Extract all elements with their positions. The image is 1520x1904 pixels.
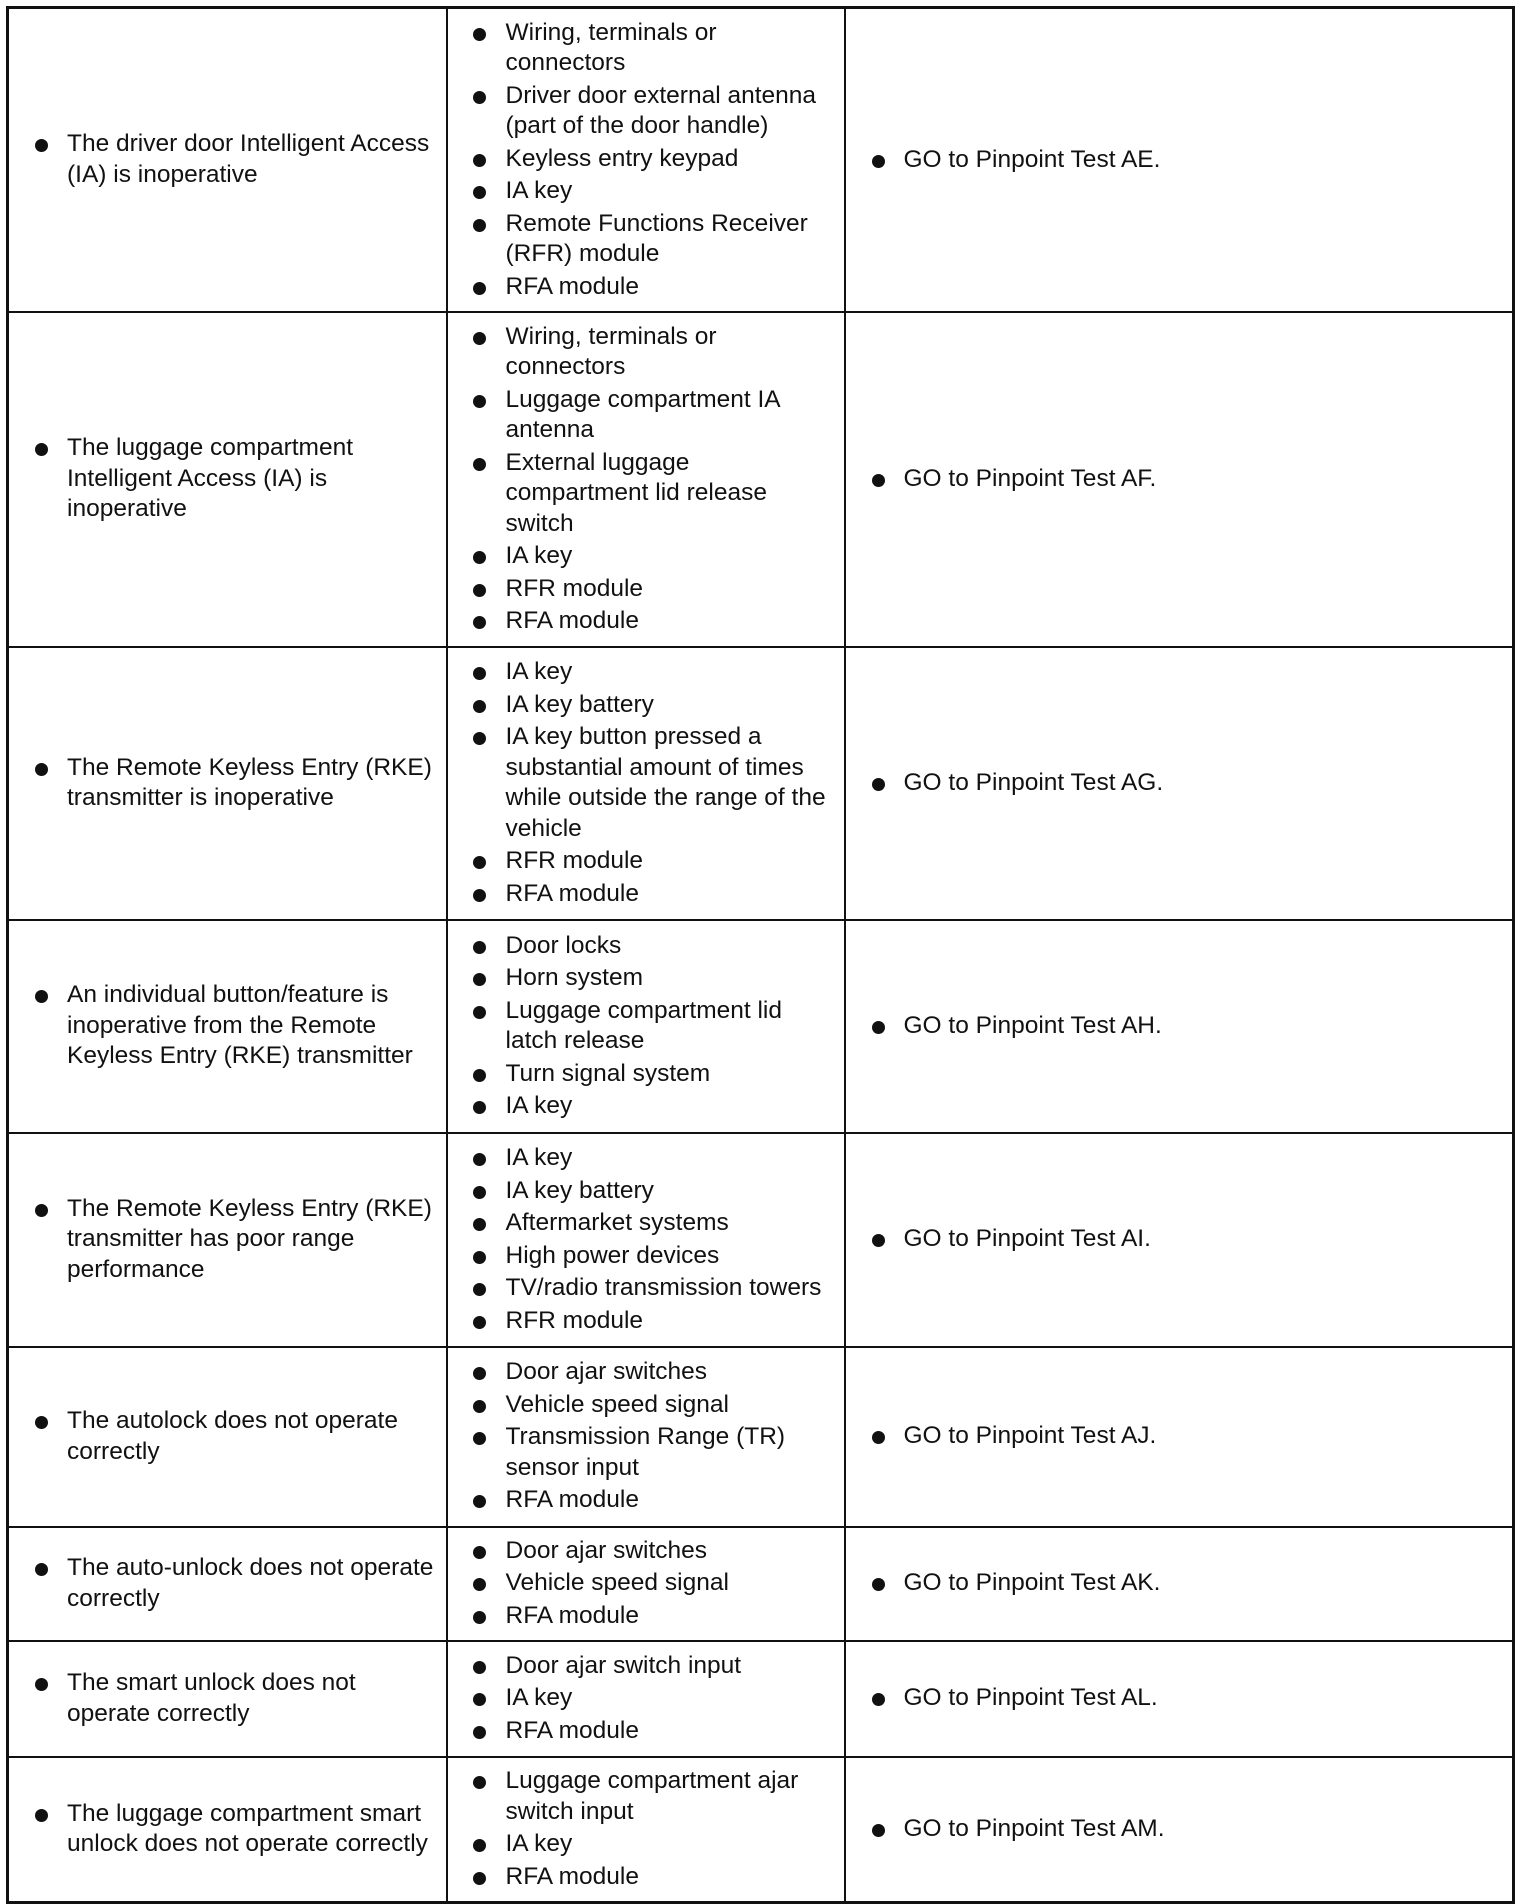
condition-list: [9, 1194, 446, 1286]
condition-text: The auto-unlock does not operate correctly: [9, 1553, 446, 1614]
action-list: [846, 145, 1513, 176]
action-cell: [845, 647, 1514, 920]
possible-sources-cell: [447, 920, 845, 1133]
possible-sources-list: [448, 1143, 844, 1336]
possible-source-item: Wiring, terminals or connectors: [448, 18, 844, 79]
possible-source-item: Remote Functions Receiver (RFR) module: [448, 209, 844, 270]
possible-source-item: RFA module: [448, 1485, 844, 1516]
possible-source-item: Turn signal system: [448, 1059, 844, 1090]
possible-source-item: IA key: [448, 1143, 844, 1174]
condition-list: [9, 1553, 446, 1614]
table-row: [8, 1527, 1514, 1641]
condition-text: The autolock does not operate correctly: [9, 1406, 446, 1467]
action-cell: [845, 1527, 1514, 1641]
possible-source-item: IA key battery: [448, 1176, 844, 1207]
pinpoint-test-action: GO to Pinpoint Test AF.: [846, 464, 1513, 495]
condition-list: [9, 1406, 446, 1467]
possible-source-item: RFA module: [448, 1601, 844, 1632]
possible-source-item: Transmission Range (TR) sensor input: [448, 1422, 844, 1483]
action-list: [846, 1683, 1513, 1714]
condition-text: The luggage compartment Intelligent Access (IA) is inoperative: [9, 433, 446, 525]
possible-sources-cell: [447, 1641, 845, 1757]
condition-text: The smart unlock does not operate correctly: [9, 1668, 446, 1729]
possible-sources-list: [448, 322, 844, 637]
table-row: [8, 1641, 1514, 1757]
possible-sources-list: [448, 18, 844, 303]
table-row: [8, 8, 1514, 312]
possible-source-item: RFR module: [448, 1306, 844, 1337]
possible-source-item: IA key: [448, 1091, 844, 1122]
possible-source-item: External luggage compartment lid release switch: [448, 448, 844, 540]
action-list: [846, 464, 1513, 495]
possible-source-item: Keyless entry keypad: [448, 144, 844, 175]
possible-source-item: Door ajar switches: [448, 1357, 844, 1388]
condition-cell: [8, 1347, 447, 1527]
possible-source-item: IA key: [448, 176, 844, 207]
possible-source-item: RFA module: [448, 606, 844, 637]
action-cell: [845, 1347, 1514, 1527]
pinpoint-test-action: GO to Pinpoint Test AI.: [846, 1224, 1513, 1255]
pinpoint-test-action: GO to Pinpoint Test AM.: [846, 1814, 1513, 1845]
condition-cell: [8, 1757, 447, 1903]
possible-source-item: Door locks: [448, 931, 844, 962]
action-list: [846, 1568, 1513, 1599]
action-cell: [845, 8, 1514, 312]
action-list: [846, 1011, 1513, 1042]
table-row: [8, 1757, 1514, 1903]
condition-cell: [8, 1133, 447, 1347]
possible-source-item: RFA module: [448, 879, 844, 910]
action-list: [846, 768, 1513, 799]
possible-sources-cell: [447, 1347, 845, 1527]
pinpoint-test-action: GO to Pinpoint Test AL.: [846, 1683, 1513, 1714]
condition-cell: [8, 920, 447, 1133]
possible-source-item: Wiring, terminals or connectors: [448, 322, 844, 383]
possible-sources-list: [448, 1651, 844, 1747]
pinpoint-test-action: GO to Pinpoint Test AG.: [846, 768, 1513, 799]
possible-source-item: RFA module: [448, 1716, 844, 1747]
possible-source-item: Aftermarket systems: [448, 1208, 844, 1239]
table-row: [8, 920, 1514, 1133]
condition-cell: [8, 8, 447, 312]
condition-list: [9, 753, 446, 814]
possible-sources-list: [448, 1766, 844, 1892]
possible-source-item: IA key button pressed a substantial amount of times while outside the range of the vehicle: [448, 722, 844, 844]
condition-text: The luggage compartment smart unlock does not operate correctly: [9, 1799, 446, 1860]
action-cell: [845, 1133, 1514, 1347]
condition-cell: [8, 647, 447, 920]
possible-source-item: RFA module: [448, 1862, 844, 1893]
pinpoint-test-action: GO to Pinpoint Test AK.: [846, 1568, 1513, 1599]
table-row: [8, 647, 1514, 920]
table-row: [8, 1347, 1514, 1527]
possible-source-item: RFR module: [448, 574, 844, 605]
possible-sources-cell: [447, 312, 845, 647]
possible-source-item: Door ajar switches: [448, 1536, 844, 1567]
possible-sources-cell: [447, 1527, 845, 1641]
possible-source-item: Horn system: [448, 963, 844, 994]
possible-source-item: RFR module: [448, 846, 844, 877]
condition-list: [9, 980, 446, 1072]
possible-source-item: IA key: [448, 657, 844, 688]
possible-source-item: IA key: [448, 1683, 844, 1714]
condition-text: The driver door Intelligent Access (IA) is inoperative: [9, 129, 446, 190]
condition-list: [9, 129, 446, 190]
condition-cell: [8, 1641, 447, 1757]
pinpoint-test-action: GO to Pinpoint Test AJ.: [846, 1421, 1513, 1452]
condition-list: [9, 1668, 446, 1729]
possible-source-item: TV/radio transmission towers: [448, 1273, 844, 1304]
possible-sources-cell: [447, 1133, 845, 1347]
possible-sources-list: [448, 657, 844, 909]
possible-source-item: Luggage compartment lid latch release: [448, 996, 844, 1057]
possible-source-item: Vehicle speed signal: [448, 1390, 844, 1421]
possible-source-item: Door ajar switch input: [448, 1651, 844, 1682]
table-row: [8, 1133, 1514, 1347]
condition-list: [9, 433, 446, 525]
possible-source-item: IA key battery: [448, 690, 844, 721]
possible-source-item: IA key: [448, 1829, 844, 1860]
action-list: [846, 1814, 1513, 1845]
possible-source-item: Luggage compartment IA antenna: [448, 385, 844, 446]
condition-cell: [8, 312, 447, 647]
action-cell: [845, 1757, 1514, 1903]
condition-list: [9, 1799, 446, 1860]
action-list: [846, 1224, 1513, 1255]
possible-sources-cell: [447, 8, 845, 312]
pinpoint-test-action: GO to Pinpoint Test AH.: [846, 1011, 1513, 1042]
condition-text: An individual button/feature is inoperative from the Remote Keyless Entry (RKE) transmitter: [9, 980, 446, 1072]
possible-sources-cell: [447, 647, 845, 920]
possible-source-item: Luggage compartment ajar switch input: [448, 1766, 844, 1827]
possible-source-item: RFA module: [448, 272, 844, 303]
possible-sources-list: [448, 1357, 844, 1516]
action-cell: [845, 1641, 1514, 1757]
possible-source-item: Driver door external antenna (part of the door handle): [448, 81, 844, 142]
possible-source-item: Vehicle speed signal: [448, 1568, 844, 1599]
possible-source-item: High power devices: [448, 1241, 844, 1272]
condition-cell: [8, 1527, 447, 1641]
condition-text: The Remote Keyless Entry (RKE) transmitter is inoperative: [9, 753, 446, 814]
possible-sources-cell: [447, 1757, 845, 1903]
table-body: [8, 8, 1514, 1903]
action-list: [846, 1421, 1513, 1452]
possible-source-item: IA key: [448, 541, 844, 572]
diagnosis-table: [6, 6, 1515, 1904]
table-row: [8, 312, 1514, 647]
action-cell: [845, 312, 1514, 647]
possible-sources-list: [448, 931, 844, 1122]
possible-sources-list: [448, 1536, 844, 1632]
condition-text: The Remote Keyless Entry (RKE) transmitter has poor range performance: [9, 1194, 446, 1286]
pinpoint-test-action: GO to Pinpoint Test AE.: [846, 145, 1513, 176]
action-cell: [845, 920, 1514, 1133]
